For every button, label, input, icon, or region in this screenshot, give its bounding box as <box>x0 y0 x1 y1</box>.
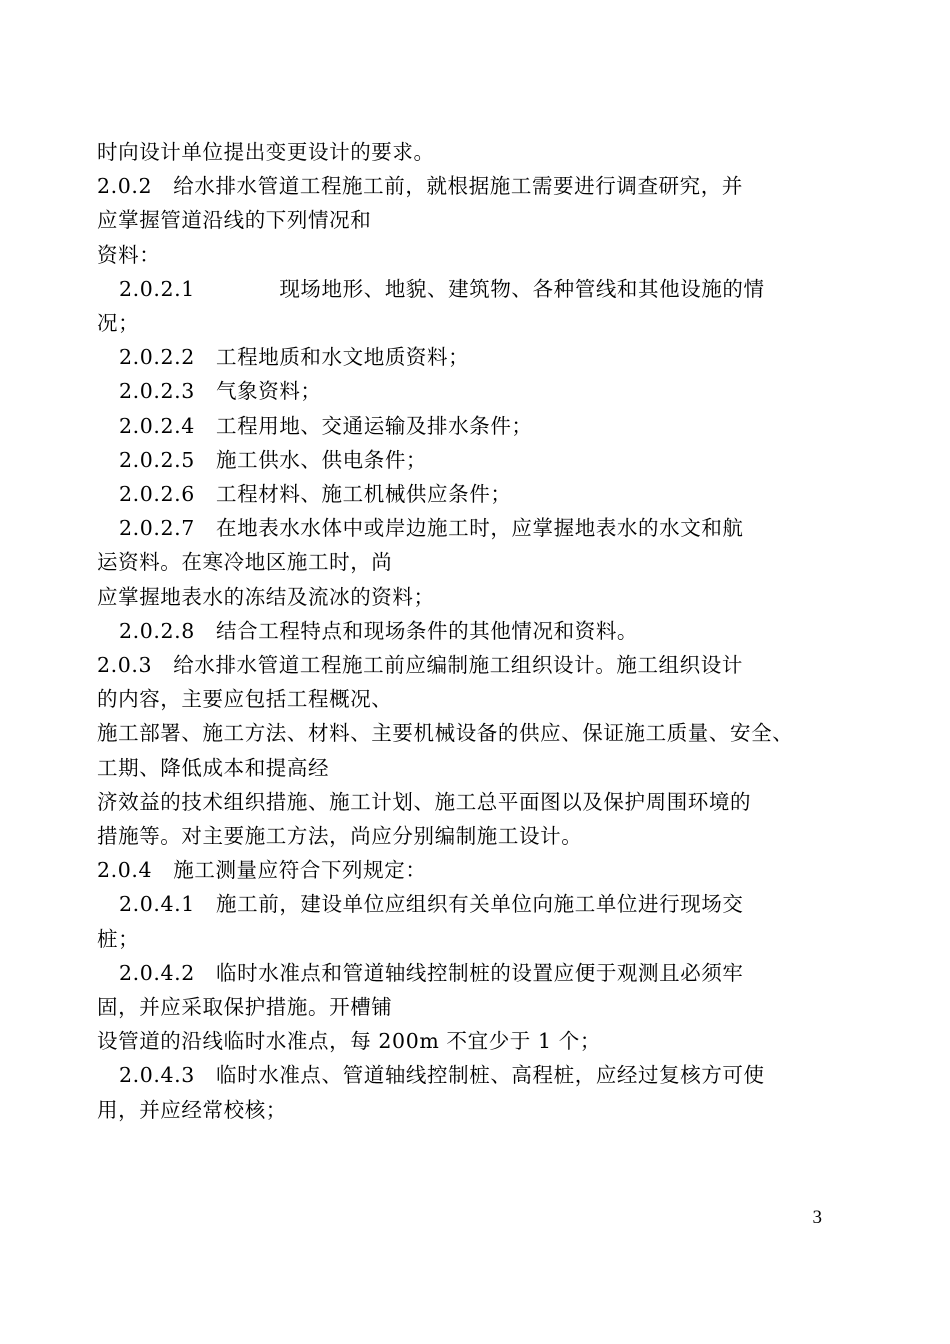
text-line: 况； <box>97 311 140 336</box>
text-line: 2.0.2.7 在地表水水体中或岸边施工时，应掌握地表水的水文和航 <box>119 516 744 541</box>
text-line: 措施等。对主要施工方法，尚应分别编制施工设计。 <box>97 824 583 849</box>
text-line: 2.0.2.6 工程材料、施工机械供应条件； <box>119 482 512 507</box>
text-line: 运资料。在寒冷地区施工时，尚 <box>97 550 393 575</box>
text-line: 2.0.2.1 现场地形、地貌、建筑物、各种管线和其他设施的情 <box>119 276 765 301</box>
text-line: 时向设计单位提出变更设计的要求。 <box>97 140 435 164</box>
body-text <box>97 135 832 1127</box>
text-line: 用，并应经常校核； <box>97 1097 287 1122</box>
text-line: 固，并应采取保护措施。开槽铺 <box>97 995 393 1020</box>
text-line: 2.0.2.4 工程用地、交通运输及排水条件； <box>119 413 533 438</box>
text-line: 2.0.2.2 工程地质和水文地质资料； <box>119 345 470 370</box>
text-line: 应掌握管道沿线的下列情况和 <box>97 208 372 233</box>
text-line: 工期、降低成本和提高经 <box>97 755 330 780</box>
page-number: 3 <box>812 1207 822 1228</box>
text-line: 2.0.4.1 施工前，建设单位应组织有关单位向施工单位进行现场交 <box>119 892 744 917</box>
text-line: 的内容，主要应包括工程概况、 <box>97 687 393 712</box>
text-line: 2.0.2 给水排水管道工程施工前，就根据施工需要进行调查研究，并 <box>97 174 743 199</box>
text-line: 资料： <box>97 242 161 267</box>
text-line: 2.0.4 施工测量应符合下列规定： <box>97 858 427 883</box>
text-line: 桩； <box>97 926 140 951</box>
text-line: 2.0.4.2 临时水准点和管道轴线控制桩的设置应便于观测且必须牢 <box>119 960 744 985</box>
text-line: 应掌握地表水的冻结及流冰的资料； <box>97 584 435 609</box>
text-line: 2.0.4.3 临时水准点、管道轴线控制桩、高程桩，应经过复核方可使 <box>119 1063 765 1088</box>
text-line: 2.0.2.5 施工供水、供电条件； <box>119 447 428 472</box>
text-line: 施工部署、施工方法、材料、主要机械设备的供应、保证施工质量、安全、 <box>97 721 794 746</box>
text-line: 设管道的沿线临时水准点，每 200m 不宜少于 1 个； <box>97 1029 601 1054</box>
text-line: 2.0.2.3 气象资料； <box>119 379 322 404</box>
text-line: 2.0.2.8 结合工程特点和现场条件的其他情况和资料。 <box>119 618 639 643</box>
text-line: 济效益的技术组织措施、施工计划、施工总平面图以及保护周围环境的 <box>97 789 752 814</box>
text-line: 2.0.3 给水排水管道工程施工前应编制施工组织设计。施工组织设计 <box>97 653 743 678</box>
